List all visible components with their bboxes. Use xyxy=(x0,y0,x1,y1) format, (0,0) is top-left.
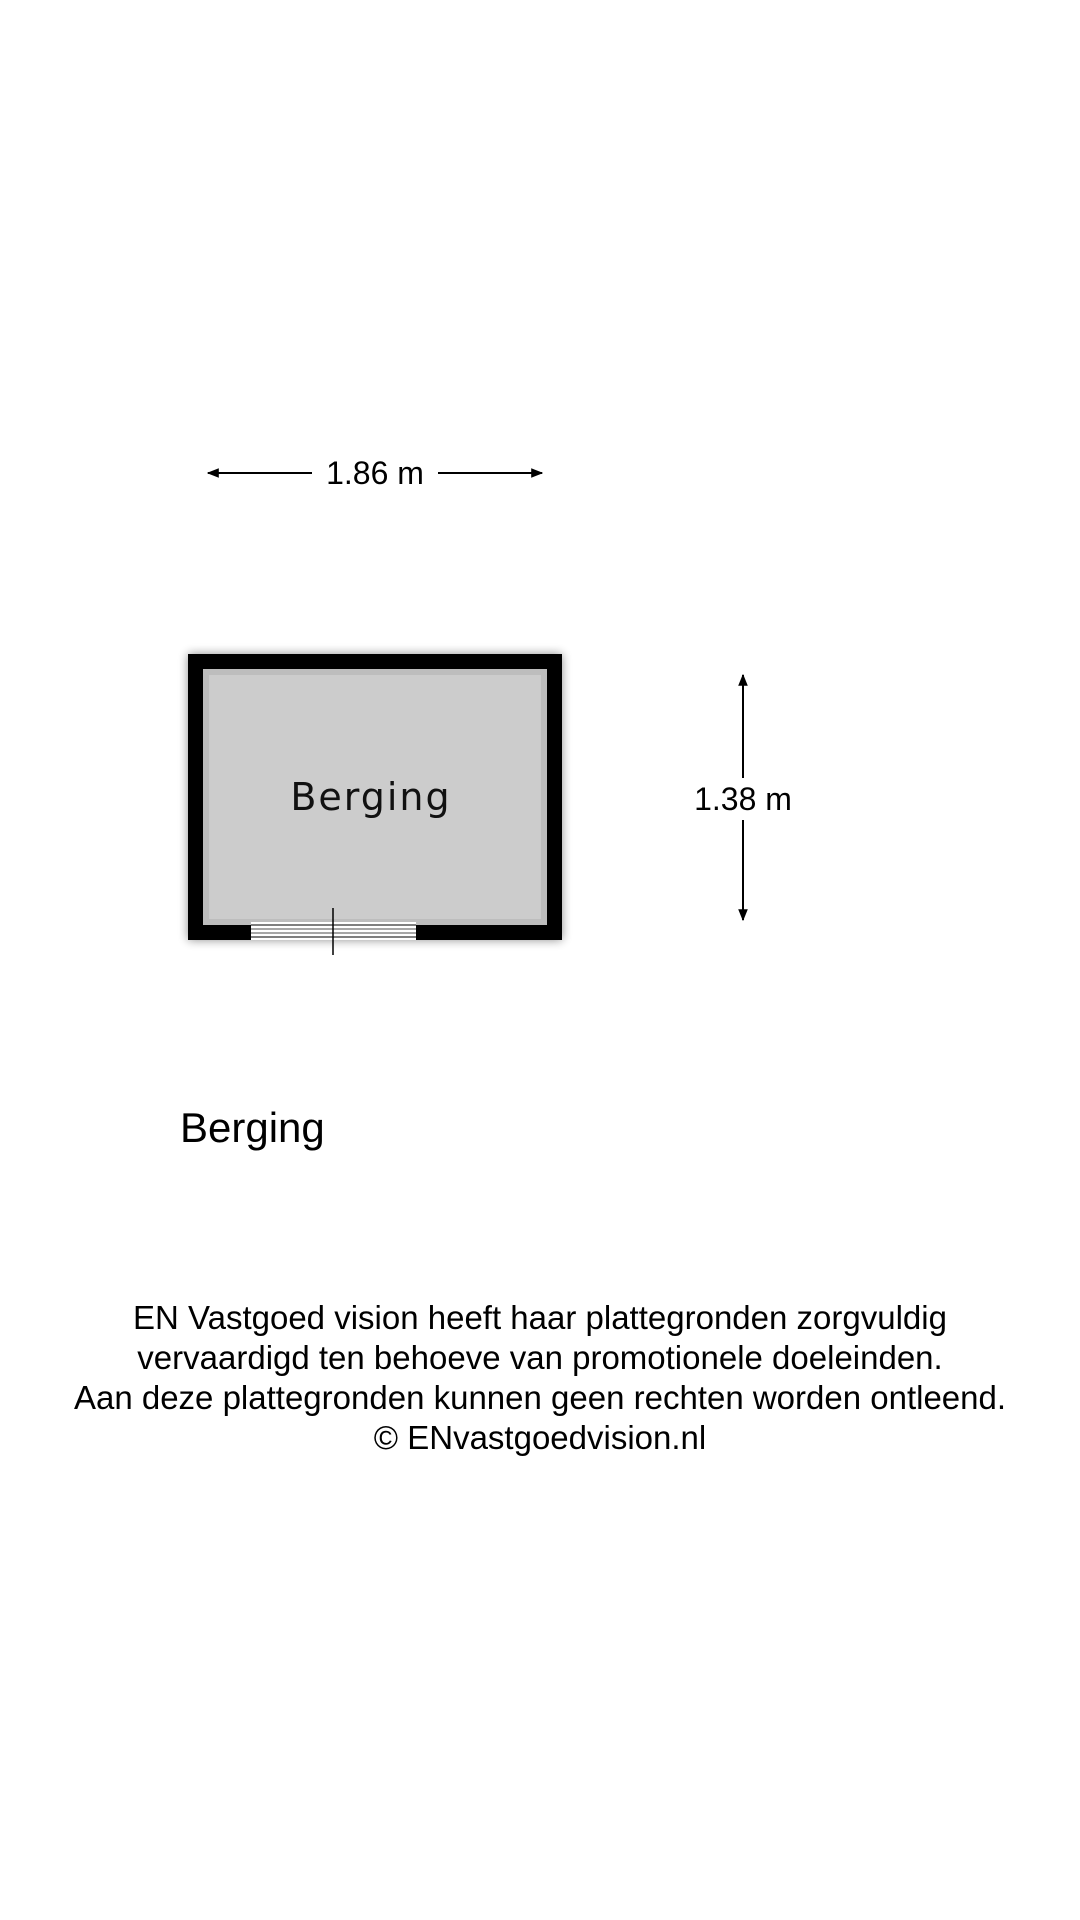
copyright-line: © ENvastgoedvision.nl xyxy=(373,1419,707,1456)
width-dimension xyxy=(208,455,542,491)
disclaimer xyxy=(0,1298,1080,1458)
height-dimension-label: 1.38 m xyxy=(694,781,792,817)
room-label: Berging xyxy=(290,775,452,819)
plan-title: Berging xyxy=(180,1104,325,1151)
disclaimer-line: vervaardigd ten behoeve van promotionele doeleinden. xyxy=(137,1339,943,1376)
room-berging xyxy=(188,654,562,955)
height-dimension xyxy=(694,675,792,920)
disclaimer-line: Aan deze plattegronden kunnen geen rechten worden ontleend. xyxy=(73,1379,1007,1416)
disclaimer-line: EN Vastgoed vision heeft haar plattegronden zorgvuldig xyxy=(133,1299,947,1336)
width-dimension-label: 1.86 m xyxy=(326,455,424,491)
